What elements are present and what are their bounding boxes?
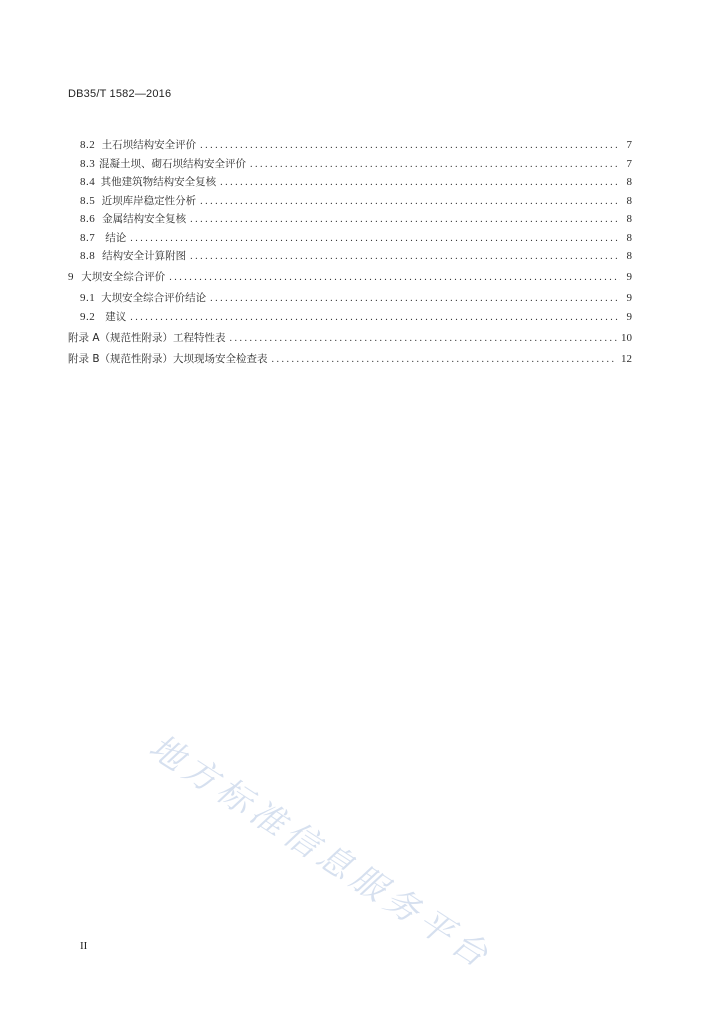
toc-entry-page: 9: [626, 292, 632, 304]
toc-entry-number: 8.2: [80, 139, 96, 151]
toc-entry-page: 10: [621, 331, 632, 344]
toc-entry-page: 12: [621, 352, 632, 365]
toc-entry-title: 建议: [105, 310, 127, 323]
document-code: DB35/T 1582—2016: [68, 88, 172, 100]
toc-leader-dots: [190, 214, 620, 225]
toc-entry-page: 8: [626, 194, 632, 207]
toc-entry-page: 7: [626, 139, 632, 151]
toc-leader-dots: [230, 333, 617, 344]
toc-leader-dots: [169, 272, 620, 283]
toc-entry-title: 大坝安全综合评价: [81, 271, 166, 283]
page-number: II: [80, 940, 88, 952]
toc-entry-title: 工程特性表: [173, 331, 226, 344]
toc-leader-dots: [190, 251, 620, 262]
toc-entry-9[interactable]: [68, 269, 632, 288]
toc-entry-page: 8: [626, 231, 632, 244]
toc-entry-9-2[interactable]: [68, 309, 632, 328]
toc-entry-title: 大坝安全综合评价结论: [101, 292, 207, 304]
toc-leader-dots: [210, 293, 620, 304]
toc-entry-page: 8: [626, 176, 632, 188]
toc-leader-dots: [220, 177, 620, 188]
table-of-contents: [68, 137, 632, 369]
appendix-label: 附录 A（规范性附录）: [68, 331, 174, 344]
toc-entry-page: 8: [626, 213, 632, 225]
toc-leader-dots: [130, 233, 620, 244]
toc-entry-8-7[interactable]: [68, 230, 632, 249]
toc-entry-8-6[interactable]: [68, 211, 632, 230]
toc-leader-dots: [200, 140, 620, 151]
toc-entry-8-4[interactable]: [68, 174, 632, 193]
toc-entry-8-5[interactable]: [68, 193, 632, 212]
toc-entry-number: 9: [68, 271, 74, 283]
toc-entry-page: 8: [626, 250, 632, 262]
watermark: 地方标准信息服务平台: [141, 726, 500, 979]
toc-entry-title: 大坝现场安全检查表: [173, 352, 268, 365]
toc-leader-dots: [130, 312, 620, 323]
toc-entry-number: 9.1: [80, 292, 96, 304]
toc-entry-number: 8.8: [80, 250, 96, 262]
toc-entry-number: 9.2: [80, 310, 96, 323]
toc-entry-title: 金属结构安全复核: [102, 213, 187, 225]
toc-entry-title: 结构安全计算附图: [102, 250, 187, 262]
toc-entry-page: 7: [626, 157, 632, 170]
toc-entry-number: 8.6: [80, 213, 96, 225]
toc-entry-number: 8.7: [80, 231, 96, 244]
toc-entry-page: 9: [626, 310, 632, 323]
toc-entry-8-3[interactable]: [68, 156, 632, 175]
toc-entry-page: 9: [626, 271, 632, 283]
toc-entry-number: 8.3: [80, 157, 96, 170]
toc-leader-dots: [272, 354, 617, 365]
toc-entry-title: 其他建筑物结构安全复核: [100, 176, 217, 188]
toc-entry-8-8[interactable]: [68, 248, 632, 267]
toc-entry-title: 土石坝结构安全评价: [101, 139, 197, 151]
toc-entry-title: 近坝库岸稳定性分析: [101, 194, 197, 207]
appendix-label: 附录 B（规范性附录）: [68, 352, 174, 365]
toc-entry-8-2[interactable]: [68, 137, 632, 156]
toc-entry-title: 结论: [105, 231, 127, 244]
toc-entry-number: 8.5: [80, 194, 96, 207]
toc-leader-dots: [250, 159, 620, 170]
toc-entry-9-1[interactable]: [68, 290, 632, 309]
toc-entry-appendix-b[interactable]: [68, 351, 632, 370]
toc-leader-dots: [200, 196, 620, 207]
toc-entry-number: 8.4: [80, 176, 96, 188]
toc-entry-title: 混凝土坝、砌石坝结构安全评价: [99, 157, 247, 170]
toc-entry-appendix-a[interactable]: [68, 330, 632, 349]
